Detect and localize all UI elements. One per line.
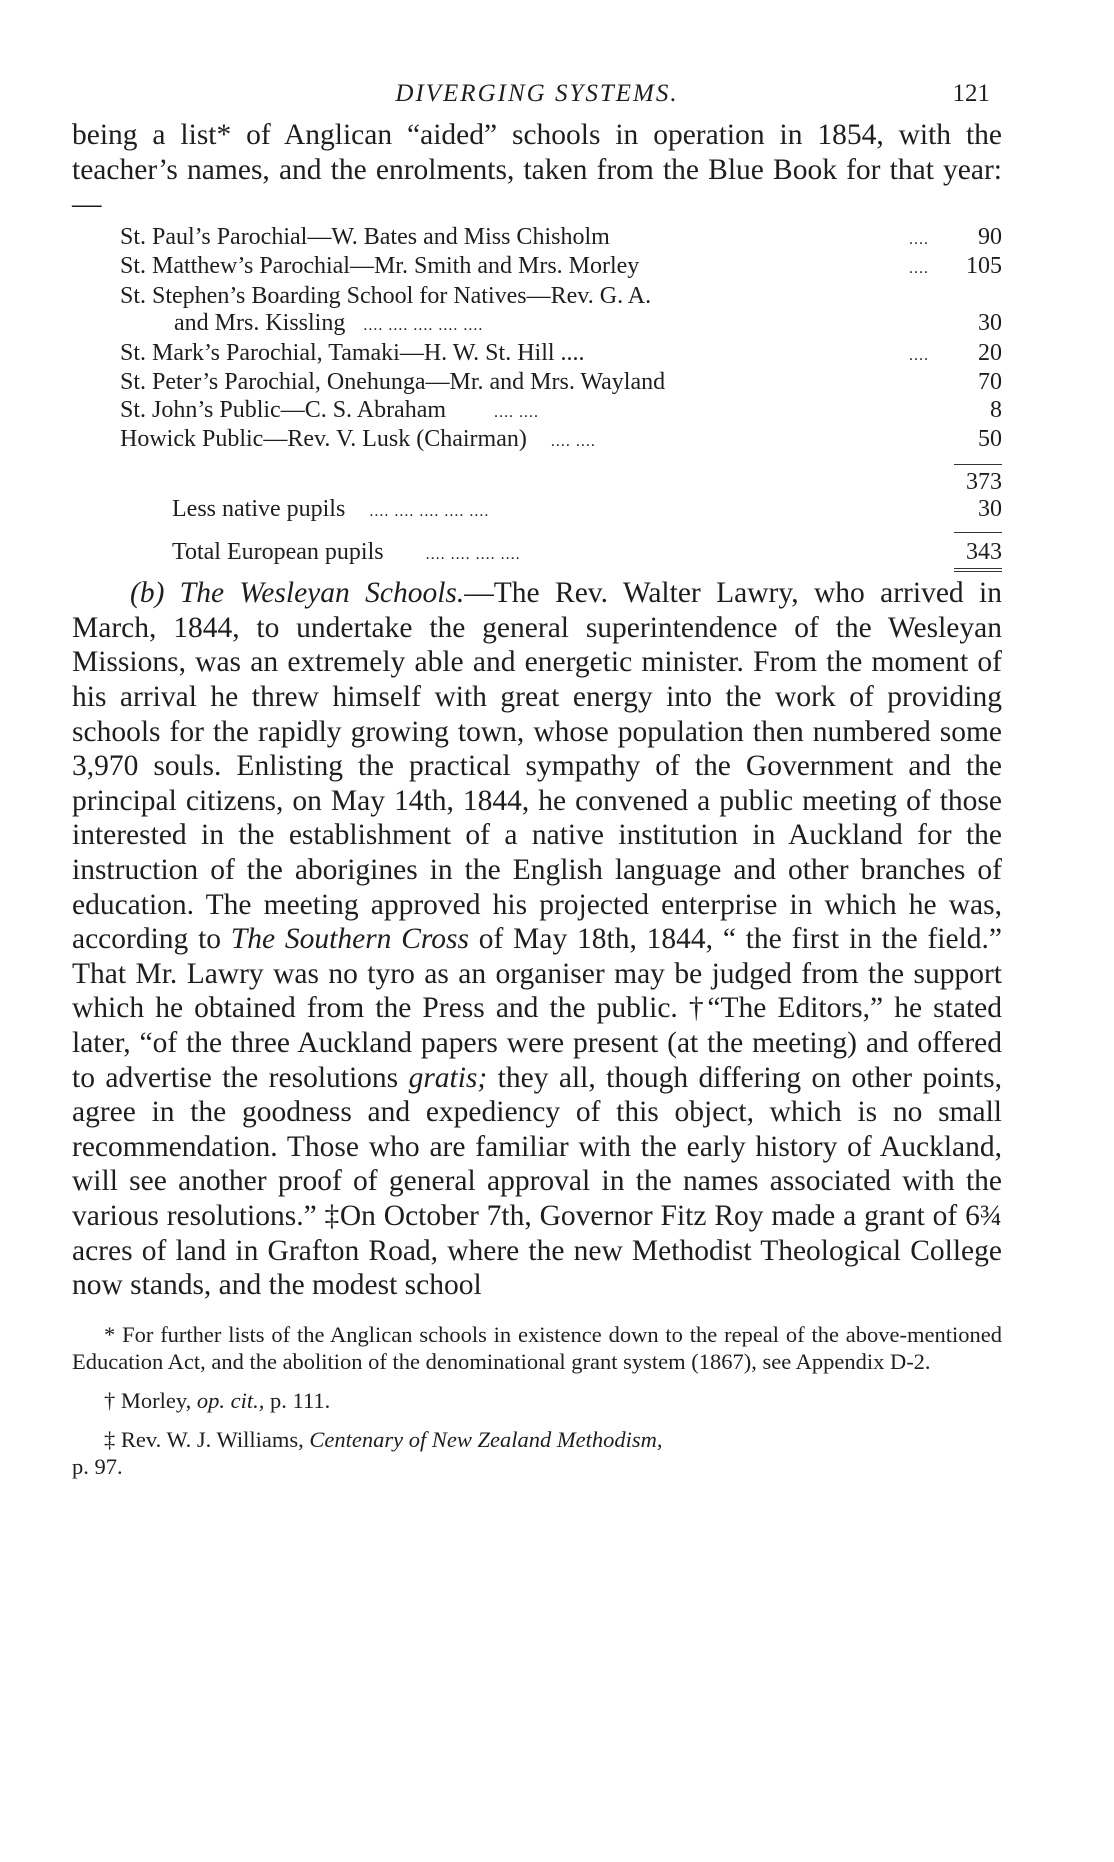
section-title: The Wesleyan Schools. [179,577,465,610]
school-row [72,397,1002,427]
school-count: 30 [978,310,1002,337]
school-row [72,253,1002,283]
total-label [72,539,942,569]
footnote-dagger-cite: op. cit., [196,1387,265,1413]
leader-dots: .... [909,230,929,248]
school-row-continued [72,310,1002,340]
school-name [120,426,942,456]
footnotes [72,1321,1002,1480]
less-label [72,496,942,526]
school-count: 50 [978,426,1002,453]
school-row [72,283,1002,311]
total-row [72,539,1002,569]
total-value: 343 [966,538,1002,565]
school-list [72,224,1002,456]
school-count: 105 [966,253,1002,280]
school-name [120,397,942,427]
footnote-ddagger-title: Centenary of New Zealand Methodism, [309,1426,663,1452]
school-name [120,310,942,340]
school-name: St. Mark’s Parochial, Tamaki—H. W. St. Hill .... [120,339,585,366]
total-label-text: Total European pupils [172,538,384,565]
leader-dots: .... .... [550,433,596,451]
footnote-star-text: * For further lists of the Anglican schools in existence down to the repeal of the above-mentioned Education Act, and the abolition of the denominational grant system (1867), see Appendix D-2. [72,1321,1002,1374]
school-count: 8 [990,396,1002,423]
school-name: St. Paul’s Parochial—W. Bates and Miss Chisholm [120,223,610,250]
school-name-text: Howick Public—Rev. V. Lusk (Chairman) [120,426,527,453]
wesleyan-section-paragraph [72,576,1002,1302]
school-count: 90 [978,223,1002,250]
less-value: 30 [978,496,1002,523]
page-number: 121 [952,80,990,107]
gratis-word: gratis; [408,1061,488,1094]
school-count: 20 [978,339,1002,366]
footnote-star [72,1321,1002,1375]
footnote-dagger [72,1387,1002,1414]
leader-dots: .... .... .... .... [425,545,521,563]
school-row [72,369,1002,397]
section-label: (b) [130,577,165,610]
section-text-part3: they all, though differing on other points, agree in the goodness and expediency of this object, which is no small recommendation. Those who are familiar with the early history of Auckland, will see another proof of general approval in the names associated with the various resolutions.” ‡On October 7th, Governor Fitz Roy made a grant of 6¾ acres of land in Grafton Road, where the new Methodist Theological College now stands, and the modest school [72,1061,1002,1302]
school-name: St. Peter’s Parochial, Onehunga—Mr. and Mrs. Wayland [120,369,666,396]
book-page [72,78,1002,1492]
footnote-double-dagger [72,1426,1002,1480]
leader-dots: .... .... [494,403,540,421]
subtotal-row [72,469,1002,497]
school-row [72,426,1002,456]
intro-paragraph: being a list* of Anglican “aided” schools in operation in 1854, with the teacher’s names, and the enrolments, taken from the Blue Book for that year:— [72,119,1002,221]
less-row [72,496,1002,526]
footnote-dagger-page: p. 111. [264,1387,331,1413]
school-name: St. Stephen’s Boarding School for Natives—Rev. G. A. [120,282,652,309]
school-row [72,340,1002,370]
school-count: 70 [978,369,1002,396]
leader-dots: .... .... .... .... .... [369,503,490,521]
sum-rule [954,532,1002,533]
leader-dots: .... [909,260,929,278]
footnote-ddagger-page: p. 97. [72,1453,123,1479]
section-text-part2: of May 18th, 1844, “ the first in the field.” That Mr. Lawry was no tyro as an organiser may be judged from the support which he obtained from the Press and the public. †“The Editors,” he stated later, “of the three Auckland papers were present (at the meeting) and offered to advertise the resolutions [72,923,1003,1094]
school-name: St. Matthew’s Parochial—Mr. Smith and Mrs. Morley [120,253,640,280]
sum-rule [954,464,1002,465]
footnote-ddagger-text: ‡ Rev. W. J. Williams, [104,1426,310,1452]
subtotal-value: 373 [966,468,1002,495]
leader-dots: .... [909,346,929,364]
running-head [72,78,1002,118]
less-label-text: Less native pupils [172,496,346,523]
school-row [72,224,1002,254]
totals-block [72,464,1002,573]
leader-dots: .... .... .... .... .... [363,317,484,335]
newspaper-title: The Southern Cross [230,923,469,956]
total-double-rule [954,568,1002,572]
school-name-text: and Mrs. Kissling [174,310,346,337]
section-text-part1: —The Rev. Walter Lawry, who arrived in March, 1844, to undertake the general superintendence of the Wesleyan Missions, was an extremely able and energetic minister. From the moment of his arrival he threw himself with great energy into the work of providing schools for the rapidly growing town, whose population then numbered some 3,970 souls. Enlisting the practical sympathy of the Government and the principal citizens, on May 14th, 1844, he convened a public meeting of those interested in the establishment of a native institution in Auckland for the instruction of the aborigines in the English language and other branches of education. The meeting approved his projected enterprise in which he was, according to [72,577,1002,956]
school-name-text: St. John’s Public—C. S. Abraham [120,396,447,423]
running-title: DIVERGING SYSTEMS. [395,80,679,107]
footnote-dagger-text: † Morley, [104,1387,197,1413]
